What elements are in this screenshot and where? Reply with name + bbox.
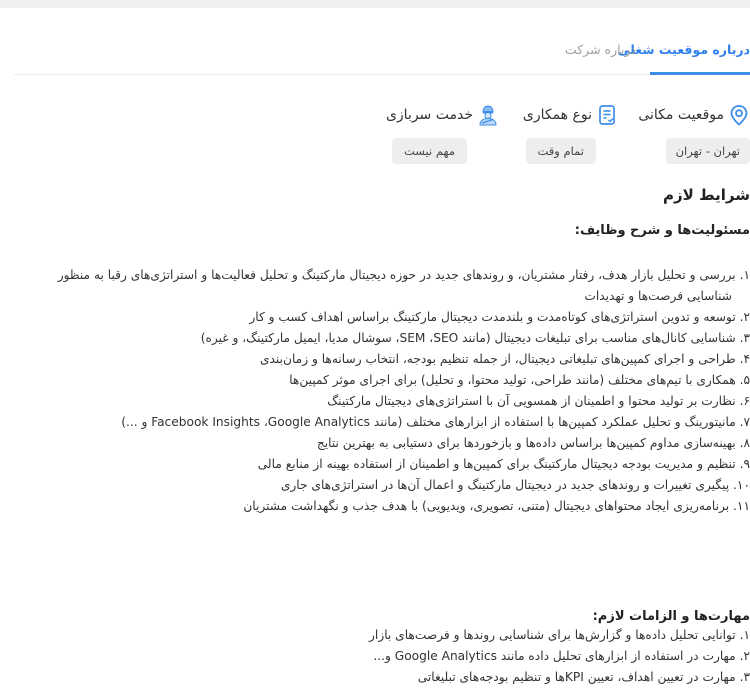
list-item: ۲. توسعه و تدوین استراتژی‌های کوتاه‌مدت و بلندمدت دیجیتال مارکتینگ براساس اهداف کسب و کار [249, 310, 750, 324]
list-item: ۶. نظارت بر تولید محتوا و اطمینان از همسویی آن با استراتژی‌های دیجیتال مارکتینگ [327, 394, 750, 408]
feature-label: خدمت سربازی [385, 107, 473, 123]
job-features [385, 102, 750, 164]
list-item: ۵. همکاری با تیم‌های مختلف (مانند طراحی، تولید محتوا، و تحلیل) برای اجرای موثر کمپین‌ها [289, 373, 750, 387]
requirements-title: شرایط لازم [663, 186, 750, 204]
list-item: ۳. شناسایی کانال‌های مناسب برای تبلیغات دیجیتال (مانند SEM ،SEO، سوشال مدیا، ایمیل مارکتینگ، و غیره) [200, 331, 750, 345]
soldier-icon [477, 104, 499, 126]
responsibilities-list [0, 265, 750, 517]
feature-military-service [385, 102, 499, 164]
tab-job-position[interactable]: درباره موقعیت شغلی [650, 38, 750, 75]
tab-bar [14, 38, 750, 75]
responsibilities-title: مسئولیت‌ها و شرح وظایف: [574, 223, 750, 238]
list-item: ۹. تنظیم و مدیریت بودجه دیجیتال مارکتینگ برای کمپین‌ها و اطمینان از استفاده بهینه از منابع مالی [257, 457, 750, 471]
document-check-icon [596, 104, 618, 126]
feature-value-chip: تمام وقت [526, 138, 596, 164]
feature-location [638, 102, 750, 164]
top-bar [0, 0, 750, 8]
list-item: ۱. بررسی و تحلیل بازار هدف، رفتار مشتریان، و روندهای جدید در حوزه دیجیتال مارکتینگ و تحلیل فعالیت‌ها و استراتژی‌های رقبا به منظور شناسایی فرصت‌ها و تهدیدات [57, 268, 750, 303]
skills-title: مهارت‌ها و الزامات لازم: [592, 609, 750, 624]
skills-list [369, 625, 750, 688]
list-item: ۷. مانیتورینگ و تحلیل عملکرد کمپین‌ها با استفاده از ابزارهای مختلف (مانند Facebook Insights ،Google Analytics و ...) [121, 415, 750, 429]
feature-label: موقعیت مکانی [638, 107, 724, 123]
tab-company[interactable]: درباره شرکت [564, 42, 636, 57]
list-item: ۱۱. برنامه‌ریزی ایجاد محتواهای دیجیتال (متنی، تصویری، ویدیویی) با هدف جذب و نگهداشت مشتریان [243, 499, 750, 513]
location-pin-icon [728, 104, 750, 126]
feature-label: نوع همکاری [522, 107, 592, 123]
feature-cooperation-type [521, 102, 618, 164]
list-item: ۸. بهینه‌سازی مداوم کمپین‌ها براساس داده‌ها و بازخوردها برای دستیابی به بهترین نتایج [316, 436, 750, 450]
list-item: ۱۰. پیگیری تغییرات و روندهای جدید در دیجیتال مارکتینگ و اعمال آن‌ها در استراتژی‌های جاری [280, 478, 750, 492]
feature-value-chip: مهم نیست [392, 138, 467, 164]
feature-value-chip: تهران - تهران [666, 138, 750, 164]
list-item: ۴. طراحی و اجرای کمپین‌های تبلیغاتی دیجیتال، از جمله تنظیم بودجه، انتخاب رسانه‌ها و زمان‌بندی [260, 352, 750, 366]
list-item: ۱. توانایی تحلیل داده‌ها و گزارش‌ها برای شناسایی روندها و فرصت‌های بازار [369, 628, 750, 642]
list-item: ۳. مهارت در تعیین اهداف، تعیین KPIها و تنظیم بودجه‌های تبلیغاتی [417, 670, 750, 684]
list-item: ۲. مهارت در استفاده از ابزارهای تحلیل داده مانند Google Analytics و... [373, 649, 750, 663]
